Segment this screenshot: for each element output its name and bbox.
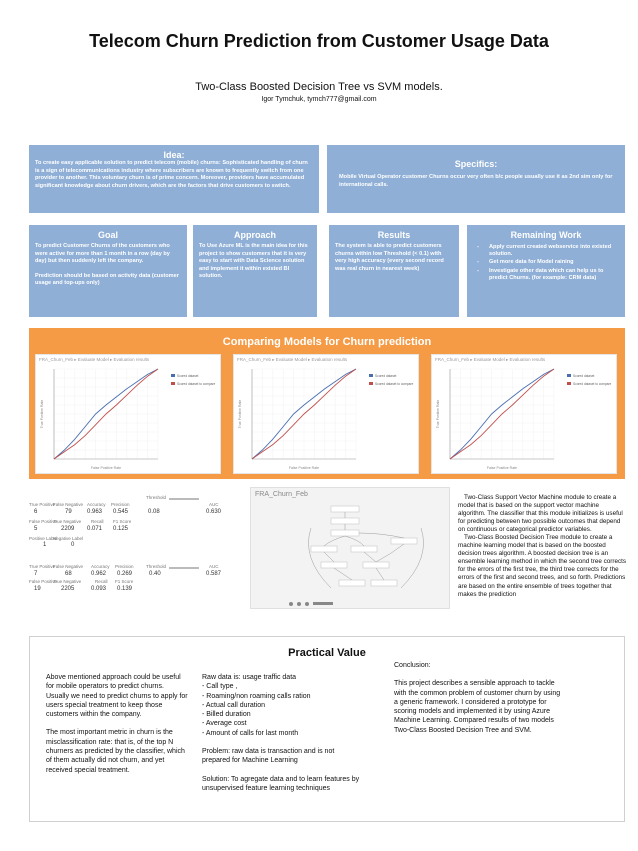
results-text: The system is able to predict customers churns within low Threshold (< 0.1) with very high accuracy (every second record was real churn in nearest week) <box>335 243 444 272</box>
metric-label: AUC <box>209 564 219 569</box>
practical-paragraph: Raw data is: usage traffic data - Call type , - Roaming/non roaming calls ration - Actual call duration - Billed duration - Average cost - Amount of calls for last month <box>202 674 311 737</box>
conclusion-text: This project describes a sensible approach to tackle with the common problem of customer churn by using a generic framework. I considered a prototype for scoring models and implemented it by using Azure Machine Learning. Compared results of two models Two-Class Boosted Decision Tree and SVM. <box>394 680 561 734</box>
x-axis-label: False Positive Rate <box>90 466 122 470</box>
goal-text-2: Prediction should be based on activity data (customer usage and top-ups only) <box>35 272 179 286</box>
results-heading: Results <box>377 230 411 240</box>
y-axis-label: True Positive Rate <box>40 399 44 429</box>
remaining-list <box>473 244 619 282</box>
remaining-item: - Get more data for Model raining <box>473 259 619 266</box>
metric-label: True Negative <box>53 579 82 584</box>
metric-value: 0.587 <box>206 571 222 577</box>
metric-value: 0.125 <box>113 526 129 532</box>
roc-plot-2 <box>233 354 419 474</box>
practical-column-1 <box>46 673 188 784</box>
threshold-slider[interactable] <box>169 567 199 569</box>
metric-label: False Negative <box>53 502 84 507</box>
legend-label: Scored dataset to compare <box>177 382 216 386</box>
practical-paragraph: The most important metric in churn is the misclassification rate: that is, of the top N churners as predicted by the classifier, which of them actually did not churn, and yet received special treatment. <box>46 729 185 774</box>
y-axis-label: True Positive Rate <box>436 399 440 429</box>
y-axis-label: True Positive Rate <box>238 399 242 429</box>
metric-value: 0.630 <box>206 509 222 515</box>
metric-value: 7 <box>34 571 38 577</box>
experiment-flow-diagram <box>251 488 451 610</box>
poster-author: Igor Tymchuk, tymch777@gmail.com <box>261 96 377 103</box>
specifics-panel <box>327 145 625 213</box>
metric-value: 79 <box>65 509 72 515</box>
approach-panel <box>193 225 317 317</box>
goal-text: To predict Customer Churns of the customers who were active for more than 1 month in a row (day by day) but then suddenly left the company. <box>35 243 170 264</box>
metric-label: F1 Score <box>115 579 134 584</box>
metrics-panel <box>29 487 244 597</box>
specifics-heading: Specifics: <box>454 159 498 169</box>
metric-value: 0.08 <box>148 509 160 515</box>
roc-plot-3 <box>431 354 617 474</box>
roc-plot-title: FRA_Churn_Feb ▸ Evaluate Model ▸ Evaluation results <box>237 357 348 362</box>
metric-value: 1 <box>43 542 47 548</box>
metric-label: Accuracy <box>91 564 110 569</box>
goal-heading: Goal <box>97 230 118 240</box>
metric-label: Negative Label <box>53 536 84 541</box>
idea-heading: Idea: <box>163 150 185 160</box>
model-description <box>458 494 628 599</box>
metric-value: 2205 <box>61 586 75 592</box>
practical-column-2 <box>202 673 362 802</box>
poster-subtitle: Two-Class Boosted Decision Tree vs SVM models. <box>195 81 443 93</box>
metric-label: False Negative <box>53 564 84 569</box>
metric-label: Positive Label <box>29 536 58 541</box>
metric-label: False Positive <box>29 579 58 584</box>
poster-title: Telecom Churn Prediction from Customer Usage Data <box>89 31 549 51</box>
metric-label: True Negative <box>53 519 82 524</box>
practical-paragraph: Solution: To agregate data and to learn features by unsupervised feature learning techniques <box>202 775 360 792</box>
metric-value: 19 <box>34 586 41 592</box>
remaining-item: - Apply current created webservice into existed solution. <box>473 244 619 258</box>
practical-heading: Practical Value <box>288 647 366 659</box>
approach-text: To Use Azure ML is the main idea for this project to show customers that it is very easy to start with Data Science solution and implement it within existed BI solution. <box>199 243 308 279</box>
metric-value: 0.962 <box>91 571 107 577</box>
legend-label: Scored dataset <box>177 374 199 378</box>
roc-plot-title: FRA_Churn_Feb ▸ Evaluate Model ▸ Evaluation results <box>39 357 150 362</box>
metric-value: 0.40 <box>149 571 161 577</box>
practical-paragraph: Above mentioned approach could be useful for mobile operators to predict churns. Usually we need to predict churns to apply for users special treatment to keep those customers within the company. <box>46 674 188 719</box>
comparing-models-panel <box>29 328 625 479</box>
metric-value: 0.071 <box>87 526 103 532</box>
roc-chart <box>432 355 618 475</box>
azure-ml-experiment-graph[interactable] <box>250 487 450 609</box>
idea-panel <box>29 145 319 213</box>
experiment-title: FRA_Churn_Feb <box>255 491 308 498</box>
metric-value: 0.139 <box>117 586 133 592</box>
metric-value: 0.963 <box>87 509 103 515</box>
x-axis-label: False Positive Rate <box>288 466 320 470</box>
metric-value: 0 <box>71 542 75 548</box>
metric-value: 6 <box>34 509 38 515</box>
svm-description: Two-Class Support Vector Machine module to create a model that is based on the support vector machine algorithm. The classifier that this module initializes is useful for predicting between two possible outcomes that depend on continuous or categorical predictor variables. <box>458 494 623 534</box>
metric-label: False Positive <box>29 519 58 524</box>
legend-swatch <box>171 374 175 377</box>
metric-label: Recall <box>91 519 104 524</box>
metric-label: Threshold <box>146 495 167 500</box>
metric-label: Recall <box>95 579 108 584</box>
idea-text: To create easy applicable solution to predict telecom (mobile) churns: Sophisticated handling of churn is a sign of telecommunications industry where subscribers are known to frequently switch from one provider to another. This voluntary churn is of prime concern. Moreover, providers have accumulated significant knowledge about churn drivers, which are the factors that drive customers to switch. <box>35 160 308 189</box>
remaining-item: - Investigate other data which can help us to predict Churns. (for example: CRM data) <box>473 268 619 282</box>
conclusion-heading: Conclusion: <box>394 662 431 669</box>
metric-value: 5 <box>34 526 38 532</box>
results-panel <box>329 225 459 317</box>
approach-heading: Approach <box>233 230 276 240</box>
roc-plot-title: FRA_Churn_Feb ▸ Evaluate Model ▸ Evaluation results <box>435 357 546 362</box>
practical-value-panel <box>29 636 625 822</box>
boosted-tree-description: Two-Class Boosted Decision Tree module to create a machine learning model that is based on the boosted decision trees algorithm. A boosted decision tree is an ensemble learning method in which the second tree corrects for the errors of the first tree, the third tree corrects for the errors of the first and second trees, and so forth. Predictions are based on the entire ensemble of trees together that makes the prediction <box>458 534 627 598</box>
legend-swatch <box>567 382 571 385</box>
legend-label: Scored dataset to compare <box>573 382 612 386</box>
roc-chart <box>234 355 420 475</box>
remaining-work-panel <box>467 225 625 317</box>
metric-label: Precision <box>111 502 130 507</box>
metric-value: 2209 <box>61 526 75 532</box>
metric-label: Accuracy <box>87 502 106 507</box>
metric-label: True Positive <box>29 564 56 569</box>
metric-label: AUC <box>209 502 219 507</box>
roc-chart <box>36 355 222 475</box>
practical-column-3 <box>394 661 562 744</box>
metric-value: 0.093 <box>91 586 107 592</box>
legend-swatch <box>369 374 373 377</box>
specifics-text: Mobile Virtual Operator customer Churns occur very often b/c people usually use it as 2nd sim only for international calls. <box>339 174 613 188</box>
metric-value: 0.545 <box>113 509 129 515</box>
metric-value: 68 <box>65 571 72 577</box>
metric-label: F1 Score <box>113 519 132 524</box>
practical-paragraph: Problem: raw data is transaction and is not prepared for Machine Learning <box>202 748 335 765</box>
metric-label: True Positive <box>29 502 56 507</box>
metric-value: 0.269 <box>117 571 133 577</box>
legend-swatch <box>171 382 175 385</box>
threshold-slider[interactable] <box>169 498 199 500</box>
legend-label: Scored dataset to compare <box>375 382 414 386</box>
metric-label: Precision <box>115 564 134 569</box>
legend-swatch <box>369 382 373 385</box>
legend-label: Scored dataset <box>375 374 397 378</box>
remaining-heading: Remaining Work <box>510 230 582 240</box>
comparing-heading: Comparing Models for Churn prediction <box>222 336 432 348</box>
roc-plot-1 <box>35 354 221 474</box>
legend-label: Scored dataset <box>573 374 595 378</box>
x-axis-label: False Positive Rate <box>486 466 518 470</box>
legend-swatch <box>567 374 571 377</box>
metric-label: Threshold <box>146 564 167 569</box>
goal-panel <box>29 225 187 317</box>
